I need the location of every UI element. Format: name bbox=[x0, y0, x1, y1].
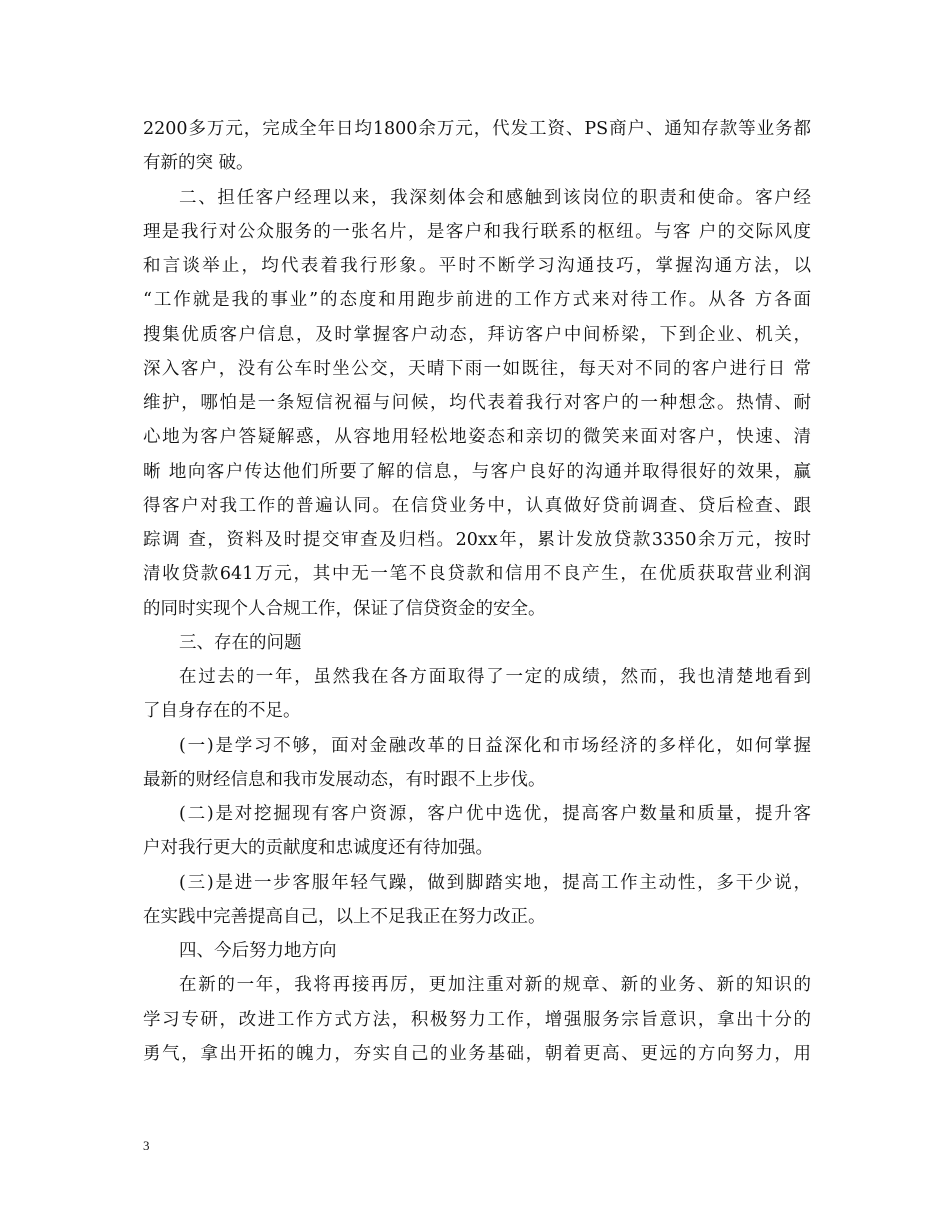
text-line: “工作就是我的事业”的态度和用跑步前进的工作方式来对待工作。从各 方各面 bbox=[143, 290, 811, 311]
list-item-line: (三)是进一步客服年轻气躁，做到脚踏实地，提高工作主动性，多干少说， bbox=[179, 872, 811, 893]
list-item-line: (一)是学习不够，面对金融改革的日益深化和市场经济的多样化，如何掌握 bbox=[179, 735, 811, 756]
text-line: 学习专研，改进工作方式方法，积极努力工作，增强服务宗旨意识，拿出十分的 bbox=[143, 1009, 811, 1030]
body-text bbox=[143, 112, 811, 1071]
text-line: 心地为客户答疑解惑，从容地用轻松地姿态和亲切的微笑来面对客户，快速、清 bbox=[143, 427, 811, 448]
text-line: 和言谈举止，均代表着我行形象。平时不断学习沟通技巧，掌握沟通方法，以 bbox=[143, 256, 811, 276]
text-line: 了自身存在的不足。 bbox=[143, 701, 301, 722]
page-number: 3 bbox=[143, 1138, 150, 1153]
text-line: 勇气，拿出开拓的魄力，夯实自己的业务基础，朝着更高、更远的方向努力，用 bbox=[143, 1043, 811, 1064]
text-line: 最新的财经信息和我市发展动态，有时跟不上步伐。 bbox=[143, 769, 546, 790]
text-line: 户对我行更大的贡献度和忠诚度还有待加强。 bbox=[143, 838, 493, 859]
text-line: 在过去的一年，虽然我在各方面取得了一定的成绩，然而，我也清楚地看到 bbox=[179, 667, 811, 687]
text-line: 维护，哪怕是一条短信祝福与问候，均代表着我行对客户的一种想念。热情、耐 bbox=[143, 393, 811, 413]
text-line: 搜集优质客户信息，及时掌握客户动态，拜访客户中间桥梁，下到企业、机关， bbox=[143, 324, 811, 345]
section-heading: 四、今后努力地方向 bbox=[179, 941, 337, 961]
text-line: 晰 地向客户传达他们所要了解的信息，与客户良好的沟通并取得很好的效果，赢 bbox=[143, 461, 811, 482]
list-item-line: (二)是对挖掘现有客户资源，客户优中选优，提高客户数量和质量，提升客 bbox=[179, 804, 811, 824]
text-line: 深入客户，没有公车时坐公交，天晴下雨一如既往，每天对不同的客户进行日 常 bbox=[143, 358, 811, 379]
text-line: 2200多万元，完成全年日均1800余万元，代发工资、PS商户、通知存款等业务都 bbox=[143, 119, 811, 139]
text-line: 得客户对我工作的普遍认同。在信贷业务中，认真做好贷前调查、贷后检查、跟 bbox=[143, 495, 811, 516]
text-line: 的同时实现个人合规工作，保证了信贷资金的安全。 bbox=[143, 598, 546, 619]
text-line: 理是我行对公众服务的一张名片，是客户和我行联系的枢纽。与客 户的交际风度 bbox=[143, 221, 811, 242]
text-line: 有新的突 破。 bbox=[143, 153, 254, 174]
text-line: 清收贷款641万元，其中无一笔不良贷款和信用不良产生，在优质获取营业利润 bbox=[143, 564, 811, 585]
section-heading-line: 二、担任客户经理以来，我深刻体会和感触到该岗位的职责和使命。客户经 bbox=[179, 187, 811, 208]
section-heading: 三、存在的问题 bbox=[179, 632, 302, 653]
text-line: 踪调 查，资料及时提交审查及归档。20xx年，累计发放贷款3350余万元，按时 bbox=[143, 530, 811, 550]
text-line: 在实践中完善提高自己，以上不足我正在努力改正。 bbox=[143, 906, 546, 927]
text-line: 在新的一年，我将再接再厉，更加注重对新的规章、新的业务、新的知识的 bbox=[179, 975, 811, 996]
